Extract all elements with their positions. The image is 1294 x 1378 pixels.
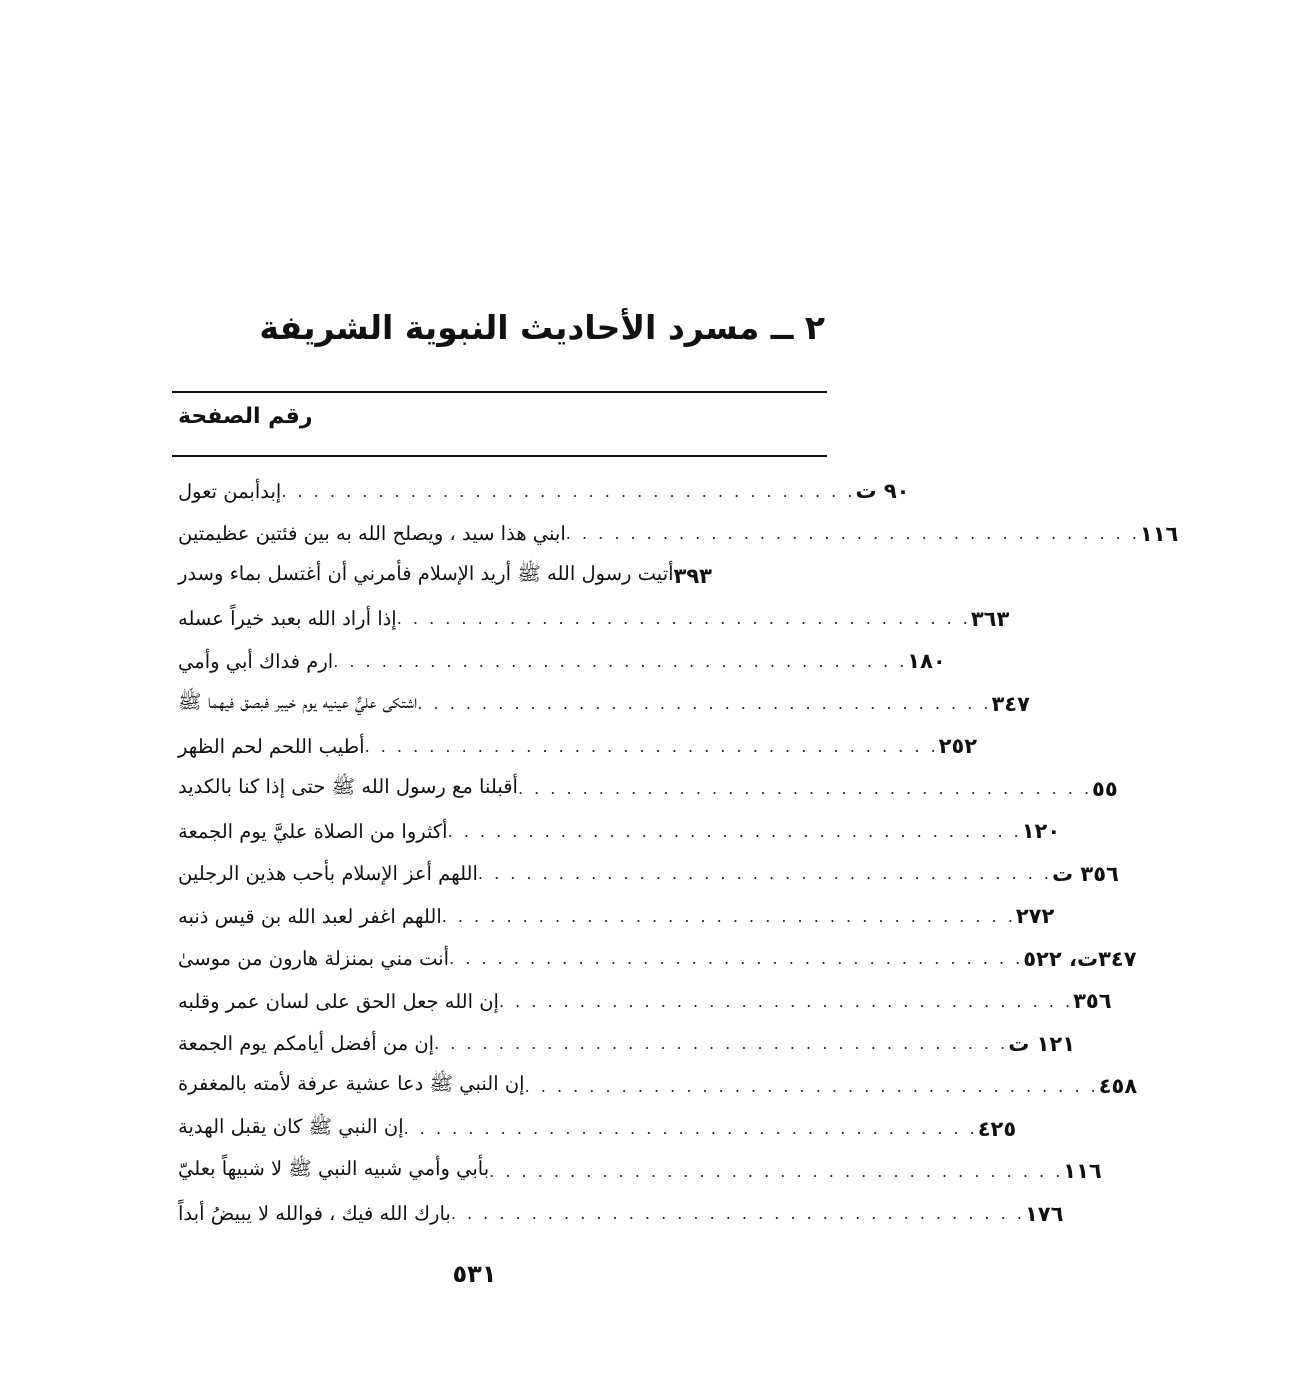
hadith-page: ١٧٦ [1024,1201,1064,1226]
hadith-text: بارك الله فيك ، فوالله لا يبيضُ أبداً [178,1202,451,1226]
hadith-page: ١٢٠ [1021,819,1061,844]
page-title: ٢ ــ مسرد الأحاديث النبوية الشريفة [259,308,825,347]
list-item [172,853,1119,896]
hadith-page: ٢٥٢ [938,734,978,759]
leader-dots: . . . . . . . . . . . . . . . . . . . . . . . . . . . . . . . . . . . . [281,481,856,501]
hadith-text: أتيت رسول الله ﷺ أريد الإسلام فأمرني أن أغتسل بماء وسدر [178,562,674,586]
leader-dots: . . . . . . . . . . . . . . . . . . . . . . . . . . . . . . . . . . . . [498,991,1074,1011]
list-item [172,1193,1064,1236]
hadith-page: ٢٧٢ [1015,904,1055,929]
list-item [172,725,978,768]
list-item [172,980,1112,1023]
hadith-page: ٤٥٨ [1098,1074,1138,1099]
hadith-text: ابني هذا سيد ، ويصلح الله به بين فئتين عظيمتين [178,522,566,546]
list-item [172,810,1061,853]
leader-dots: . . . . . . . . . . . . . . . . . . . . . . . . . . . . . . . . . . . . [396,609,971,629]
list-item [172,598,1010,641]
hadith-page: ٩٠ ت [855,479,910,504]
list-item [172,1108,1017,1151]
hadith-page: ١٢١ ت [1008,1031,1076,1056]
hadith-index-list [172,470,1179,1235]
hadith-text: أنت مني بمنزلة هارون من موسىٰ [178,947,450,971]
hadith-page: ١١٦ [1139,521,1179,546]
hadith-text: إن النبي ﷺ كان يقبل الهدية [178,1114,404,1138]
list-item [172,470,910,513]
hadith-page: ٤٢٥ [977,1116,1017,1141]
list-item [172,1065,1138,1108]
list-item [172,768,1118,811]
hadith-page: ٣٤٧ [991,691,1030,716]
hadith-page: ١٨٠ [907,649,946,674]
hadith-page: ٥٥ [1092,776,1118,801]
list-item [172,1150,1102,1193]
leader-dots: . . . . . . . . . . . . . . . . . . . . . . . . . . . . . . . . . . . . [517,779,1093,799]
hadith-page: ٣٦٣ [970,606,1010,631]
hadith-page: ٣٩٣ [673,564,712,589]
header-bottom-rule [172,455,827,457]
leader-dots: . . . . . . . . . . . . . . . . . . . . . . . . . . . . . . . . . . . . [450,1204,1025,1224]
page-number: ٥٣١ [452,1260,497,1288]
list-item [172,513,1179,556]
hadith-text: إن من أفضل أيامكم يوم الجمعة [178,1032,435,1056]
hadith-text: أقبلنا مع رسول الله ﷺ حتى إذا كنا بالكديد [178,774,518,798]
hadith-text: اللهم اغفر لعبد الله بن قيس ذنبه [178,904,442,928]
hadith-page: ٣٤٧ت، ٥٢٢ [1023,946,1137,971]
leader-dots: . . . . . . . . . . . . . . . . . . . . . . . . . . . . . . . . . . . . [449,949,1024,969]
hadith-text: بأبي وأمي شبيه النبي ﷺ لا شبيهاً بعليّ [178,1157,490,1181]
list-item [172,938,1137,981]
leader-dots: . . . . . . . . . . . . . . . . . . . . . . . . . . . . . . . . . . . . [434,1034,1009,1054]
leader-dots: . . . . . . . . . . . . . . . . . . . . . . . . . . . . . . . . . . . . [565,524,1140,544]
leader-dots: . . . . . . . . . . . . . . . . . . . . . . . . . . . . . . . . . . . . [447,821,1022,841]
leader-dots: . . . . . . . . . . . . . . . . . . . . . . . . . . . . . . . . . . . . [477,864,1052,884]
hadith-text: اشتكى عليٌّ عينيه يوم خيبر فبصق فيهما ﷺ [178,689,418,713]
hadith-page: ١١٦ [1063,1159,1102,1184]
header-top-rule [172,391,827,393]
hadith-text: إن الله جعل الحق على لسان عمر وقلبه [178,989,499,1013]
leader-dots: . . . . . . . . . . . . . . . . . . . . . . . . . . . . . . . . . . . . [489,1161,1064,1181]
leader-dots: . . . . . . . . . . . . . . . . . . . . . . . . . . . . . . . . . . . . [417,694,992,714]
hadith-text: إبدأبمن تعول [178,479,282,503]
hadith-text: إذا أراد الله بعبد خيراً عسله [178,607,397,631]
list-item [172,683,1030,726]
leader-dots: . . . . . . . . . . . . . . . . . . . . . . . . . . . . . . . . . . . . [333,651,908,671]
hadith-text: أطيب اللحم لحم الظهر [178,734,365,758]
hadith-page: ٣٥٦ [1073,989,1112,1014]
hadith-text: اللهم أعز الإسلام بأحب هذين الرجلين [178,862,478,886]
leader-dots: . . . . . . . . . . . . . . . . . . . . . . . . . . . . . . . . . . . . [403,1119,978,1139]
column-header-page-number: رقم الصفحة [178,404,313,429]
list-item [172,1023,1076,1066]
leader-dots: . . . . . . . . . . . . . . . . . . . . . . . . . . . . . . . . . . . . [441,906,1016,926]
leader-dots: . . . . . . . . . . . . . . . . . . . . . . . . . . . . . . . . . . . . [524,1076,1099,1096]
leader-dots: . . . . . . . . . . . . . . . . . . . . . . . . . . . . . . . . . . . . [364,736,939,756]
list-item [172,895,1055,938]
hadith-text: إن النبي ﷺ دعا عشية عرفة لأمته بالمغفرة [178,1072,525,1096]
hadith-page: ٣٥٦ ت [1052,861,1119,886]
list-item [172,640,946,683]
hadith-text: أكثروا من الصلاة عليَّ يوم الجمعة [178,819,448,843]
hadith-text: ارم فداك أبي وأمي [178,649,334,673]
list-item [172,555,827,598]
